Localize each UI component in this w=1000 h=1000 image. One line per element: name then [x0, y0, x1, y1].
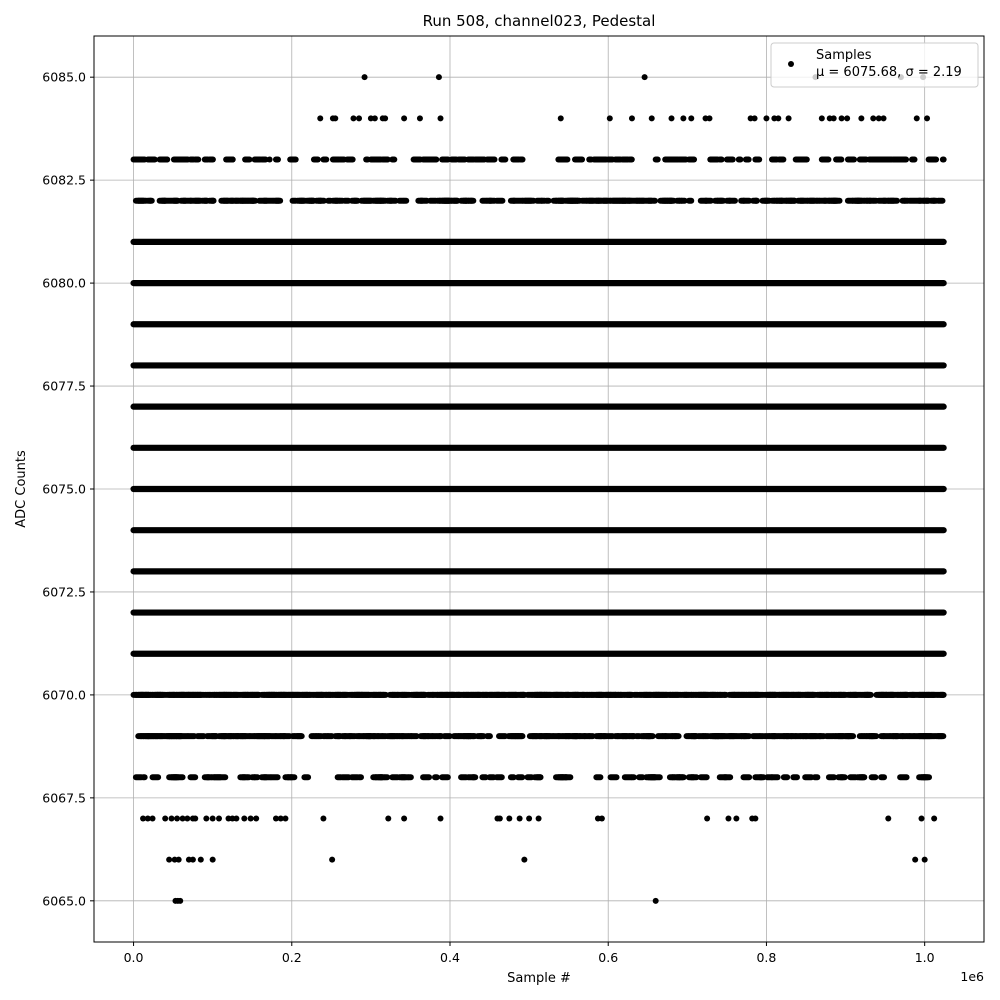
- y-tick-label: 6077.5: [42, 378, 86, 394]
- x-tick-label: 0.4: [440, 950, 460, 965]
- data-point: [176, 857, 182, 863]
- y-tick-label: 6070.0: [42, 687, 86, 703]
- data-point: [506, 815, 512, 821]
- y-tick-label: 6072.5: [42, 584, 86, 600]
- data-point: [688, 115, 694, 121]
- data-point: [881, 115, 887, 121]
- data-point: [558, 115, 564, 121]
- data-point: [417, 115, 423, 121]
- data-point: [649, 115, 655, 121]
- data-point: [706, 115, 712, 121]
- y-tick-label: 6065.0: [42, 893, 86, 909]
- legend: [771, 43, 978, 87]
- data-point: [190, 857, 196, 863]
- data-point: [317, 115, 323, 121]
- data-point: [931, 815, 937, 821]
- data-point: [241, 815, 247, 821]
- data-point: [332, 115, 338, 121]
- legend-marker: [788, 61, 794, 67]
- data-point: [653, 898, 659, 904]
- data-point: [669, 115, 675, 121]
- data-point: [164, 157, 170, 163]
- data-point: [517, 815, 523, 821]
- x-axis-label: Sample #: [507, 971, 571, 986]
- data-point: [385, 815, 391, 821]
- legend-stats-label: μ = 6075.68, σ = 2.19: [816, 65, 962, 80]
- data-point: [184, 815, 190, 821]
- data-point: [844, 115, 850, 121]
- data-point: [401, 815, 407, 821]
- y-tick-label: 6085.0: [42, 69, 86, 85]
- data-point: [282, 815, 288, 821]
- data-point: [607, 115, 613, 121]
- data-point: [497, 815, 503, 821]
- data-point: [177, 898, 183, 904]
- data-point: [642, 74, 648, 80]
- y-tick-label: 6082.5: [42, 172, 86, 188]
- data-point: [243, 157, 249, 163]
- data-point: [329, 857, 335, 863]
- data-point: [919, 815, 925, 821]
- data-point: [216, 815, 222, 821]
- data-point: [831, 115, 837, 121]
- data-point: [786, 115, 792, 121]
- data-point: [870, 115, 876, 121]
- legend-series-name: Samples: [816, 48, 872, 63]
- data-point: [680, 115, 686, 121]
- data-point: [438, 115, 444, 121]
- data-point: [922, 857, 928, 863]
- data-point: [526, 815, 532, 821]
- data-point: [912, 857, 918, 863]
- y-axis-label: ADC Counts: [14, 450, 29, 528]
- x-tick-label: 0.8: [756, 950, 777, 965]
- x-tick-label: 1.0: [914, 950, 935, 965]
- data-point: [536, 815, 542, 821]
- data-point: [819, 115, 825, 121]
- y-tick-label: 6075.0: [42, 481, 86, 497]
- data-point: [253, 815, 259, 821]
- x-axis-offset-label: 1e6: [960, 969, 984, 984]
- x-tick-label: 0.6: [598, 950, 619, 965]
- data-point: [924, 115, 930, 121]
- y-tick-label: 6080.0: [42, 275, 86, 291]
- data-point: [401, 115, 407, 121]
- data-point: [162, 815, 168, 821]
- data-point: [436, 74, 442, 80]
- data-point: [885, 815, 891, 821]
- data-point: [166, 857, 172, 863]
- data-point: [248, 815, 254, 821]
- data-point: [752, 815, 758, 821]
- data-point: [203, 815, 209, 821]
- data-point: [169, 815, 175, 821]
- data-point: [356, 115, 362, 121]
- data-point: [198, 857, 204, 863]
- data-point: [839, 115, 845, 121]
- x-tick-label: 0.0: [123, 950, 144, 965]
- data-point: [914, 115, 920, 121]
- data-point: [320, 815, 326, 821]
- data-point: [382, 115, 388, 121]
- data-point: [350, 115, 356, 121]
- data-point: [704, 815, 710, 821]
- data-point: [210, 815, 216, 821]
- data-point: [174, 815, 180, 821]
- data-point: [257, 157, 263, 163]
- y-tick-label: 6067.5: [42, 790, 86, 806]
- data-point: [599, 815, 605, 821]
- data-point: [733, 815, 739, 821]
- data-point: [775, 115, 781, 121]
- data-point: [438, 815, 444, 821]
- data-point: [267, 157, 273, 163]
- data-point: [233, 815, 239, 821]
- data-point: [362, 74, 368, 80]
- data-point: [210, 857, 216, 863]
- data-point: [858, 115, 864, 121]
- data-point: [521, 857, 527, 863]
- data-point: [725, 815, 731, 821]
- data-point: [629, 115, 635, 121]
- data-point: [752, 115, 758, 121]
- data-point: [763, 115, 769, 121]
- data-point: [150, 815, 156, 821]
- x-tick-label: 0.2: [281, 950, 302, 965]
- data-point: [192, 815, 198, 821]
- chart-title: Run 508, channel023, Pedestal: [422, 12, 656, 30]
- data-point: [372, 115, 378, 121]
- data-point: [229, 157, 235, 163]
